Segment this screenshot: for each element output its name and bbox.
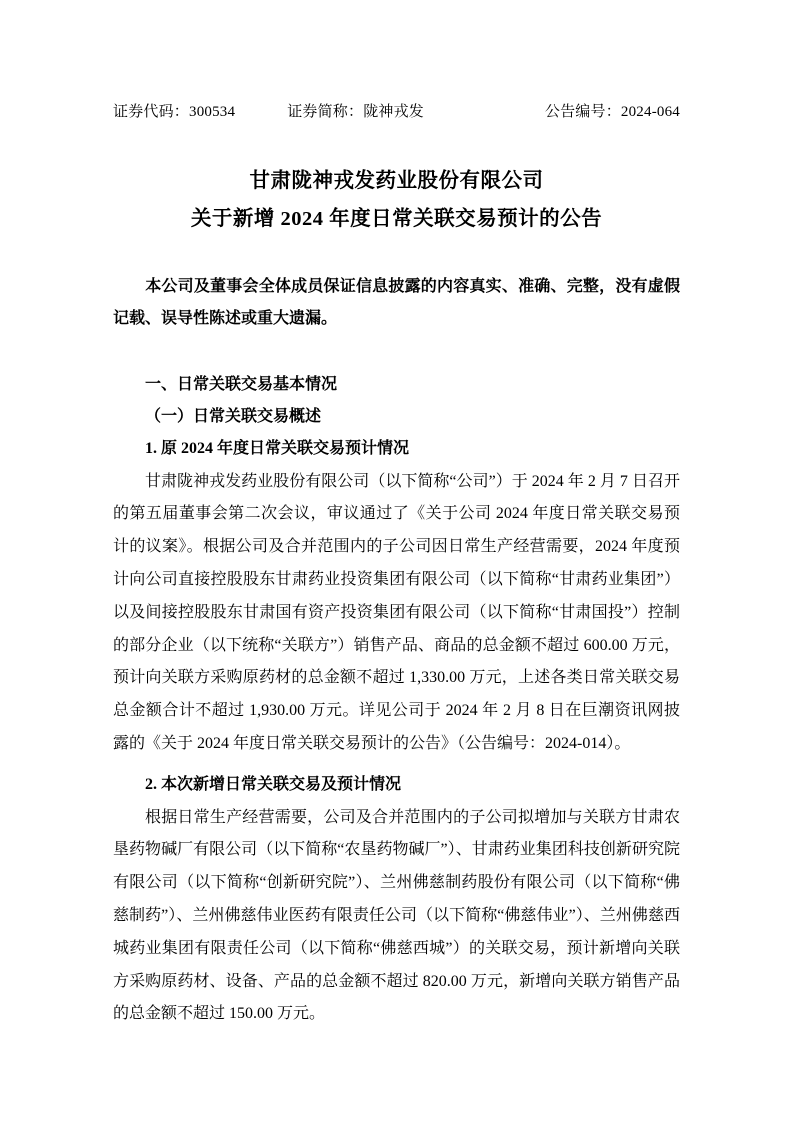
- heading-section-one: 一、日常关联交易基本情况: [145, 375, 338, 393]
- heading-subsection-one: （一）日常关联交易概述: [145, 407, 322, 425]
- paragraph-item-2-body: 根据日常生产经营需要，公司及合并范围内的子公司拟增加与关联方甘肃农垦药物碱厂有限公司（以下简称“农垦药物碱厂”）、甘肃药业集团科技创新研究院有限公司（以下简称“创新研究院”）、兰州佛慈制药股份有限公司（以下简称“佛慈制药”）、兰州佛慈伟业医药有限责任公司（以下简称“佛慈伟业”）、兰州佛慈西城药业集团有限责任公司（以下简称“佛慈西城”）的关联交易，预计新增向关联方采购原药材、设备、产品的总金额不超过 820.00 万元，新增向关联方销售产品的总金额不超过 150.00 万元。: [113, 808, 680, 1023]
- spacer: [113, 761, 680, 769]
- title-subject: 关于新增 2024 年度日常关联交易预计的公告: [190, 207, 603, 230]
- document-header: [113, 100, 680, 121]
- security-name: 证券简称：陇神戎发: [287, 104, 425, 120]
- title-company-name: 甘肃陇神戎发药业股份有限公司: [249, 170, 544, 192]
- security-code: 证券代码：300534: [113, 104, 236, 120]
- spacer: [113, 361, 680, 369]
- announcement-number: 公告编号：2024-064: [544, 104, 680, 120]
- heading-item-1: 1. 原 2024 年度日常关联交易预计情况: [145, 439, 410, 457]
- paragraph-item-1-body: 甘肃陇神戎发药业股份有限公司（以下简称“公司”）于 2024 年 2 月 7 日召开的第五届董事会第二次会议，审议通过了《关于公司 2024 年度日常关联交易预计的议案》。根据公司及合并范围内的子公司因日常生产经营需要，2024 年度预计向公司直接控股股东甘肃药业投资集团有限公司（以下简称“甘肃药业集团”）以及间接控股股东甘肃国有资产投资集团有限公司（以下简称“甘肃国投”）控制的部分企业（以下统称“关联方”）销售产品、商品的总金额不超过 600.00 万元，预计向关联方采购原药材的总金额不超过 1,330.00 万元，上述各类日常关联交易总金额合计不超过 1,930.00 万元。详见公司于 2024 年 2 月 8 日在巨潮资讯网披露的《关于 2024 年度日常关联交易预计的公告》（公告编号：2024-014）。: [113, 472, 680, 753]
- disclosure-statement: [113, 271, 680, 335]
- heading-item-2: 2. 本次新增日常关联交易及预计情况: [145, 775, 402, 793]
- disclosure-statement-text: 本公司及董事会全体成员保证信息披露的内容真实、准确、完整，没有虚假记载、误导性陈述或重大遗漏。: [113, 277, 680, 327]
- page-title: [113, 163, 680, 239]
